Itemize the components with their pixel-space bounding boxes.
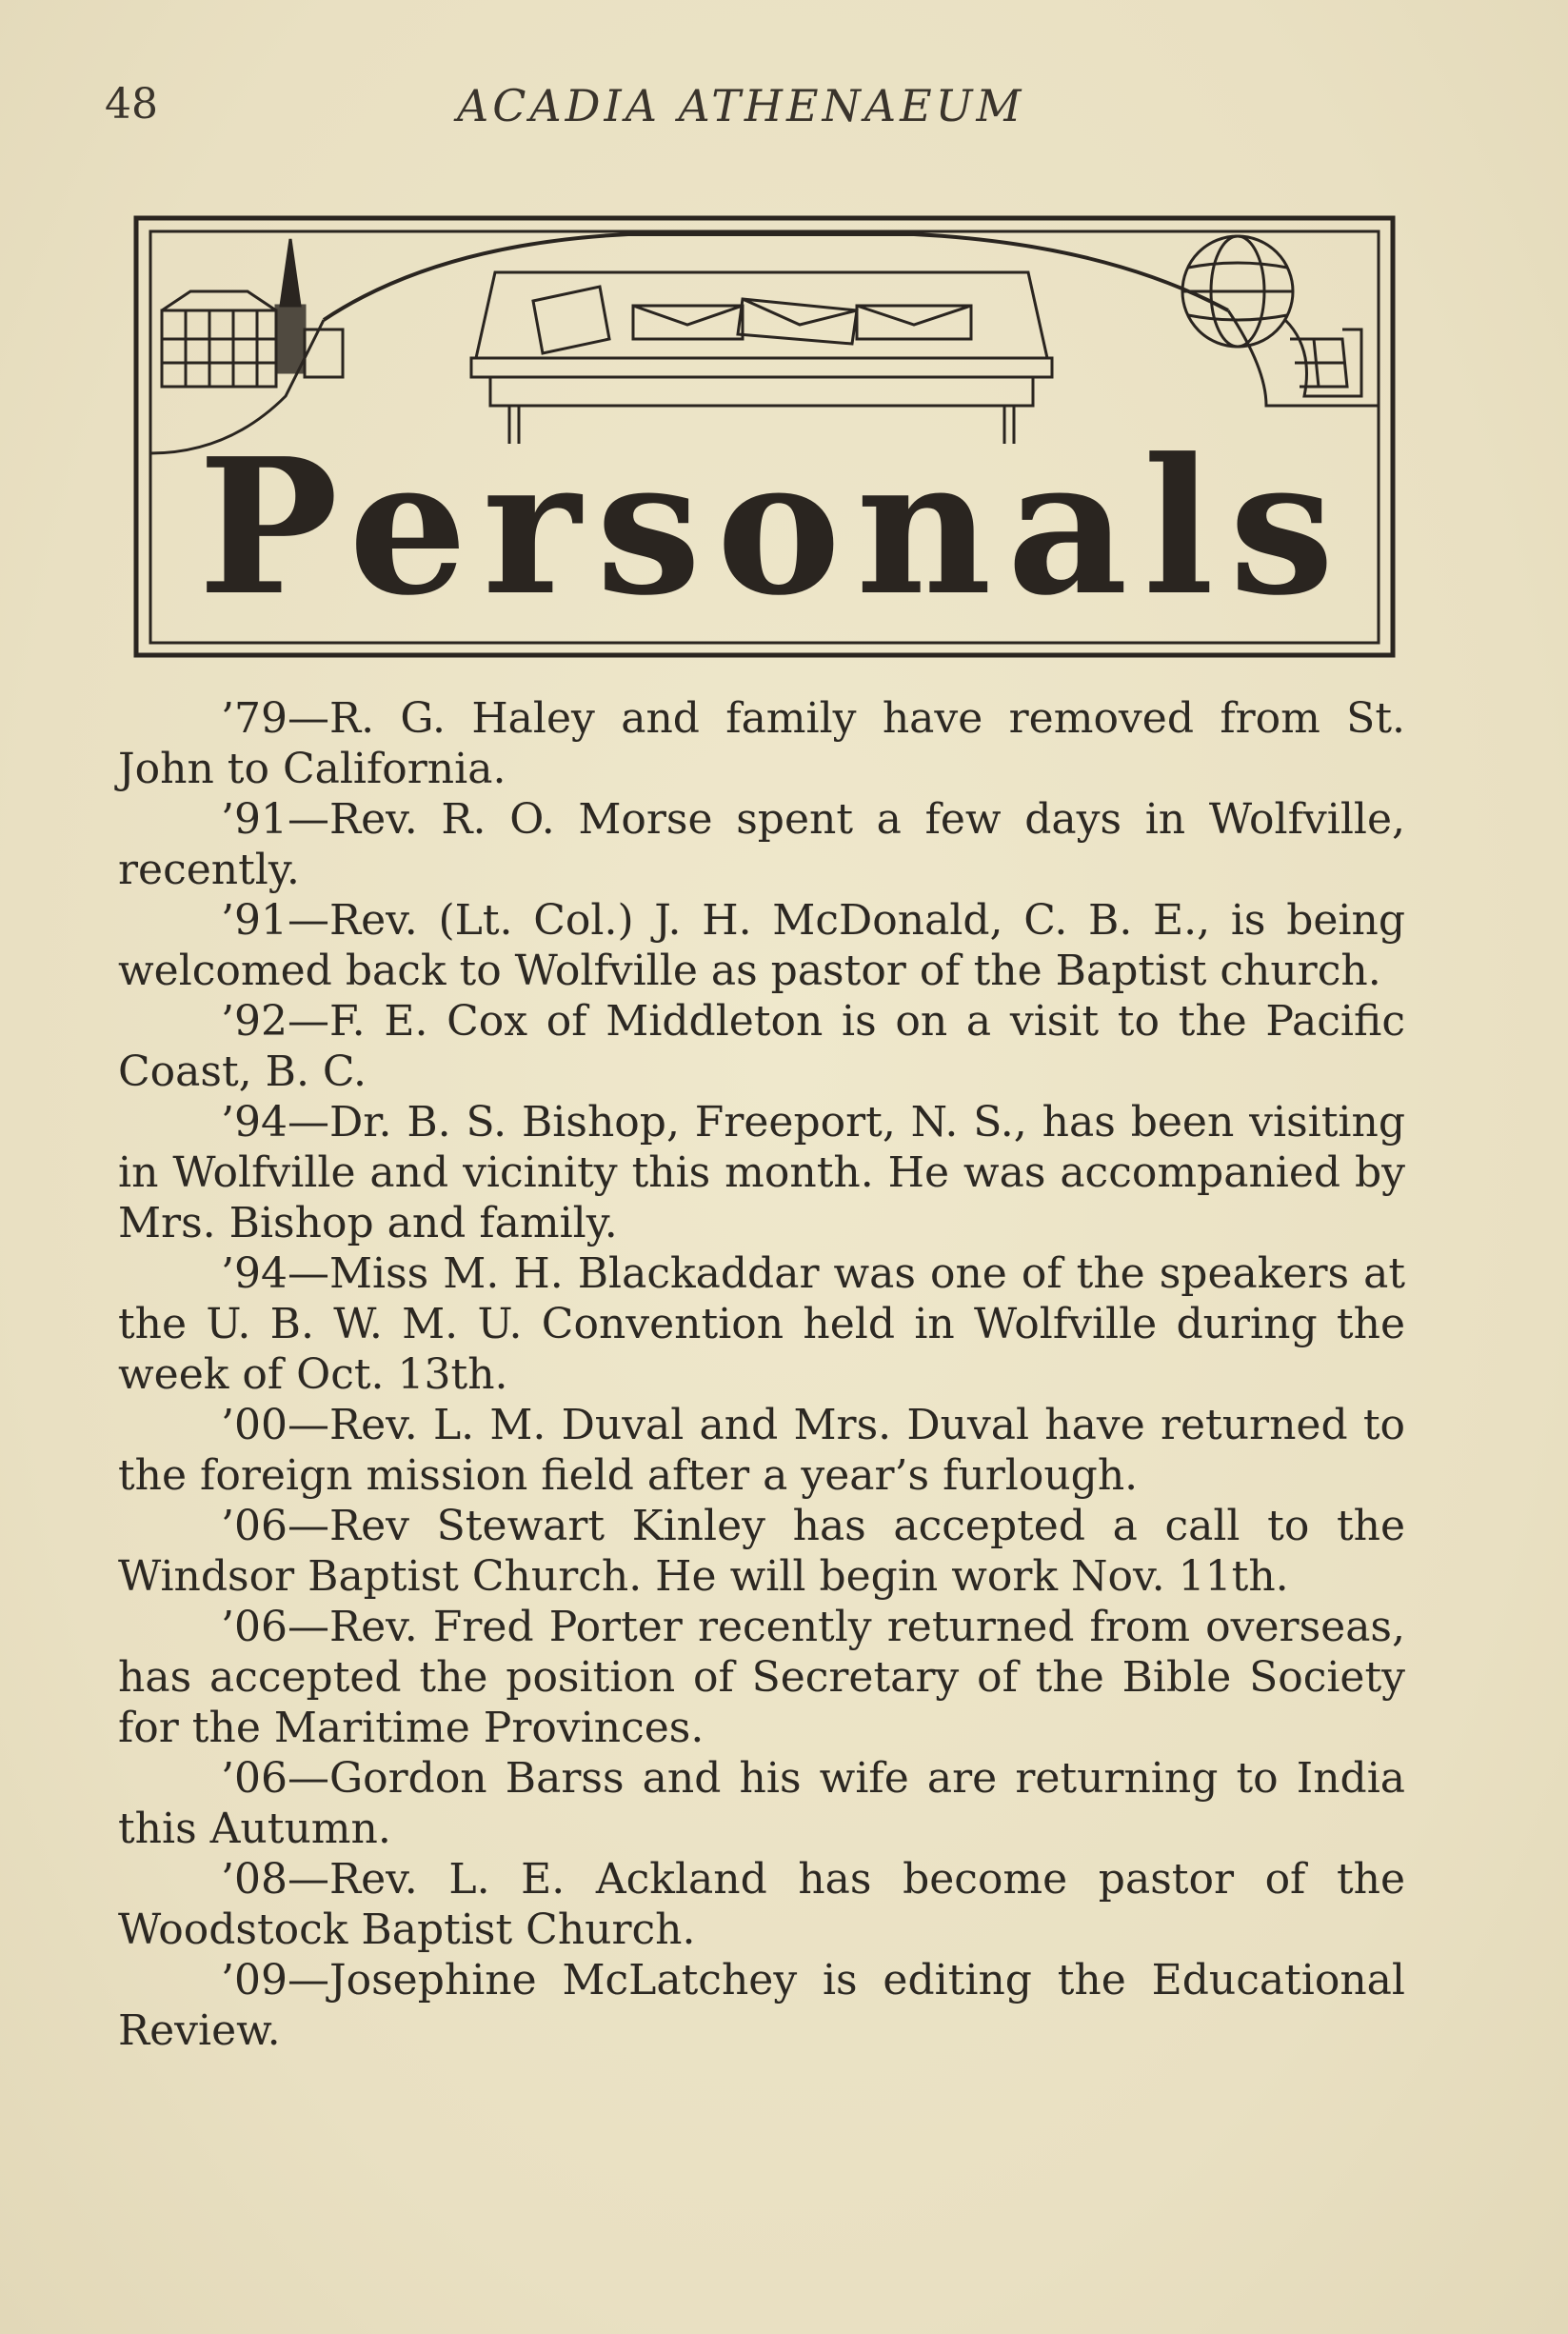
personal-entry: ’06—Rev. Fred Porter recently returned from overseas, has accepted the position of Secretary of the Bible Society for the Maritime Provinces. xyxy=(118,1603,1405,1752)
personal-entry: ’94—Dr. B. S. Bishop, Freeport, N. S., has been visiting in Wolfville and vicinity this month. He was accompanied by Mrs. Bishop and family. xyxy=(118,1098,1405,1247)
personal-entry: ’06—Rev Stewart Kinley has accepted a call to the Windsor Baptist Church. He will begin work Nov. 11th. xyxy=(118,1502,1405,1601)
personal-entry: ’92—F. E. Cox of Middleton is on a visit to the Pacific Coast, B. C. xyxy=(118,997,1405,1096)
personal-entry: ’06—Gordon Barss and his wife are returning to India this Autumn. xyxy=(118,1754,1405,1853)
page-number: 48 xyxy=(105,80,158,129)
personal-entry: ’91—Rev. R. O. Morse spent a few days in Wolfville, recently. xyxy=(118,795,1405,894)
personal-entry: ’79—R. G. Haley and family have removed from St. John to California. xyxy=(118,694,1405,793)
journal-title: ACADIA ATHENAEUM xyxy=(457,80,1025,131)
church-icon xyxy=(162,239,343,387)
globe-icon xyxy=(1182,236,1361,396)
banner-title: Personals xyxy=(198,418,1350,637)
personals-text xyxy=(118,693,1405,2056)
personal-entry: ’91—Rev. (Lt. Col.) J. H. McDonald, C. B. E., is being welcomed back to Wolfville as pastor of the Baptist church. xyxy=(118,896,1405,995)
personal-entry: ’94—Miss M. H. Blackaddar was one of the speakers at the U. B. W. M. U. Convention held in Wolfville during the week of Oct. 13th. xyxy=(118,1249,1405,1399)
personals-banner xyxy=(133,215,1396,658)
personal-entry: ’00—Rev. L. M. Duval and Mrs. Duval have returned to the foreign mission field after a year’s furlough. xyxy=(118,1401,1405,1500)
running-head xyxy=(105,80,1419,137)
personal-entry: ’09—Josephine McLatchey is editing the Educational Review. xyxy=(118,1956,1405,2055)
personal-entry: ’08—Rev. L. E. Ackland has become pastor of the Woodstock Baptist Church. xyxy=(118,1855,1405,1954)
